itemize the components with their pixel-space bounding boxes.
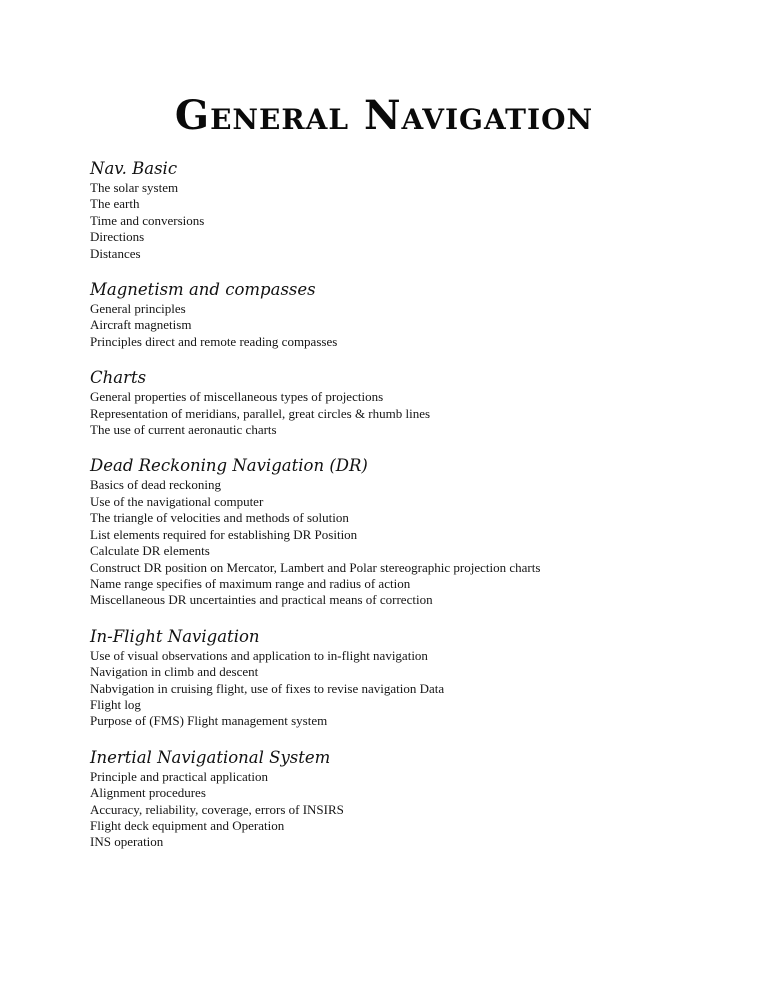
section-item-list bbox=[90, 180, 730, 262]
list-item: The earth bbox=[90, 196, 140, 212]
list-item: List elements required for establishing DR Position bbox=[90, 526, 358, 542]
section-inertial-navigation bbox=[90, 747, 730, 851]
section-item-list bbox=[90, 301, 730, 350]
list-item: Flight log bbox=[90, 696, 141, 712]
section-magnetism-compasses bbox=[90, 279, 730, 350]
section-heading: Magnetism and compasses bbox=[90, 280, 316, 300]
list-item: General properties of miscellaneous types of projections bbox=[90, 389, 384, 405]
list-item: Use of visual observations and application to in-flight navigation bbox=[90, 647, 428, 663]
list-item: Use of the navigational computer bbox=[90, 493, 264, 509]
list-item: The triangle of velocities and methods of solution bbox=[90, 510, 349, 526]
list-item: Directions bbox=[90, 229, 145, 245]
list-item: Basics of dead reckoning bbox=[90, 477, 222, 493]
section-item-list bbox=[90, 648, 730, 730]
page-title: General Navigation bbox=[174, 92, 594, 139]
list-item: Navigation in climb and descent bbox=[90, 664, 259, 680]
list-item: INS operation bbox=[90, 834, 164, 850]
section-charts bbox=[90, 367, 730, 438]
section-item-list bbox=[90, 477, 730, 608]
list-item: Aircraft magnetism bbox=[90, 317, 192, 333]
sections-container bbox=[90, 158, 730, 868]
section-heading: Charts bbox=[90, 368, 147, 388]
list-item: Accuracy, reliability, coverage, errors of INSIRS bbox=[90, 801, 344, 817]
section-nav-basic bbox=[90, 158, 730, 262]
list-item: Name range specifies of maximum range and radius of action bbox=[90, 575, 411, 591]
list-item: Miscellaneous DR uncertainties and practical means of correction bbox=[90, 592, 433, 608]
list-item: Nabvigation in cruising flight, use of fixes to revise navigation Data bbox=[90, 680, 445, 696]
section-item-list bbox=[90, 769, 730, 851]
list-item: Time and conversions bbox=[90, 212, 205, 228]
section-heading: Dead Reckoning Navigation (DR) bbox=[90, 456, 368, 476]
list-item: Flight deck equipment and Operation bbox=[90, 817, 285, 833]
list-item: The solar system bbox=[90, 180, 179, 195]
list-item: Principles direct and remote reading compasses bbox=[90, 333, 338, 349]
section-dead-reckoning bbox=[90, 455, 730, 608]
list-item: General principles bbox=[90, 301, 186, 317]
list-item: Representation of meridians, parallel, great circles & rhumb lines bbox=[90, 405, 431, 421]
list-item: Purpose of (FMS) Flight management system bbox=[90, 713, 328, 729]
section-heading: In-Flight Navigation bbox=[90, 626, 260, 646]
list-item: Construct DR position on Mercator, Lambert and Polar stereographic projection charts bbox=[90, 559, 541, 575]
list-item: Calculate DR elements bbox=[90, 543, 210, 559]
section-item-list bbox=[90, 389, 730, 438]
section-heading: Nav. Basic bbox=[90, 159, 178, 178]
list-item: Alignment procedures bbox=[90, 785, 206, 801]
list-item: The use of current aeronautic charts bbox=[90, 422, 277, 438]
list-item: Distances bbox=[90, 245, 141, 261]
section-heading: Inertial Navigational System bbox=[90, 747, 331, 767]
list-item: Principle and practical application bbox=[90, 768, 268, 784]
section-in-flight-navigation bbox=[90, 626, 730, 730]
